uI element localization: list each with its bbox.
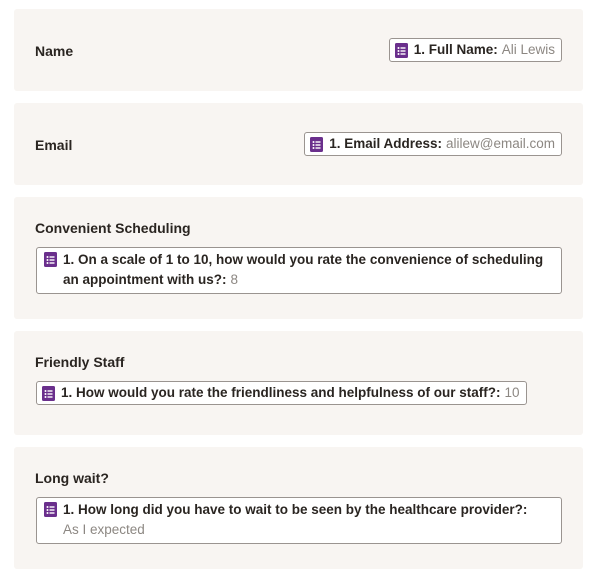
field-label: Friendly Staff bbox=[35, 354, 125, 370]
field-card-name bbox=[14, 9, 583, 91]
field-card-long-wait bbox=[14, 447, 583, 569]
mapped-value-pill[interactable] bbox=[389, 38, 562, 62]
field-label: Convenient Scheduling bbox=[35, 220, 191, 236]
question-text: 1. Email Address: bbox=[329, 136, 443, 151]
mapped-value-pill[interactable] bbox=[304, 132, 562, 156]
question-text: 1. Full Name: bbox=[413, 42, 498, 57]
answer-value: Ali Lewis bbox=[501, 42, 555, 57]
google-forms-icon bbox=[42, 386, 55, 401]
google-forms-icon bbox=[395, 43, 408, 58]
field-card-friendly-staff bbox=[14, 331, 583, 435]
field-label: Name bbox=[35, 43, 74, 59]
mapped-value-pill[interactable] bbox=[36, 247, 562, 294]
answer-value: alilew@email.com bbox=[446, 136, 555, 151]
google-forms-icon bbox=[310, 137, 323, 152]
answer-value: As I expected bbox=[63, 522, 145, 537]
google-forms-icon bbox=[44, 502, 57, 517]
field-label: Long wait? bbox=[35, 470, 109, 486]
mapped-value-pill[interactable] bbox=[36, 497, 562, 544]
question-text: 1. On a scale of 1 to 10, how would you rate the convenience of scheduling an appointment with us?: bbox=[63, 252, 544, 287]
answer-value: 10 bbox=[504, 385, 520, 400]
mapped-value-pill[interactable] bbox=[36, 381, 527, 405]
question-text: 1. How would you rate the friendliness and helpfulness of our staff?: bbox=[61, 385, 501, 400]
field-card-email bbox=[14, 103, 583, 185]
field-card-convenient-scheduling bbox=[14, 197, 583, 319]
google-forms-icon bbox=[44, 252, 57, 267]
field-label: Email bbox=[35, 137, 73, 153]
question-text: 1. How long did you have to wait to be seen by the healthcare provider?: bbox=[63, 502, 528, 517]
answer-value: 8 bbox=[230, 272, 239, 287]
